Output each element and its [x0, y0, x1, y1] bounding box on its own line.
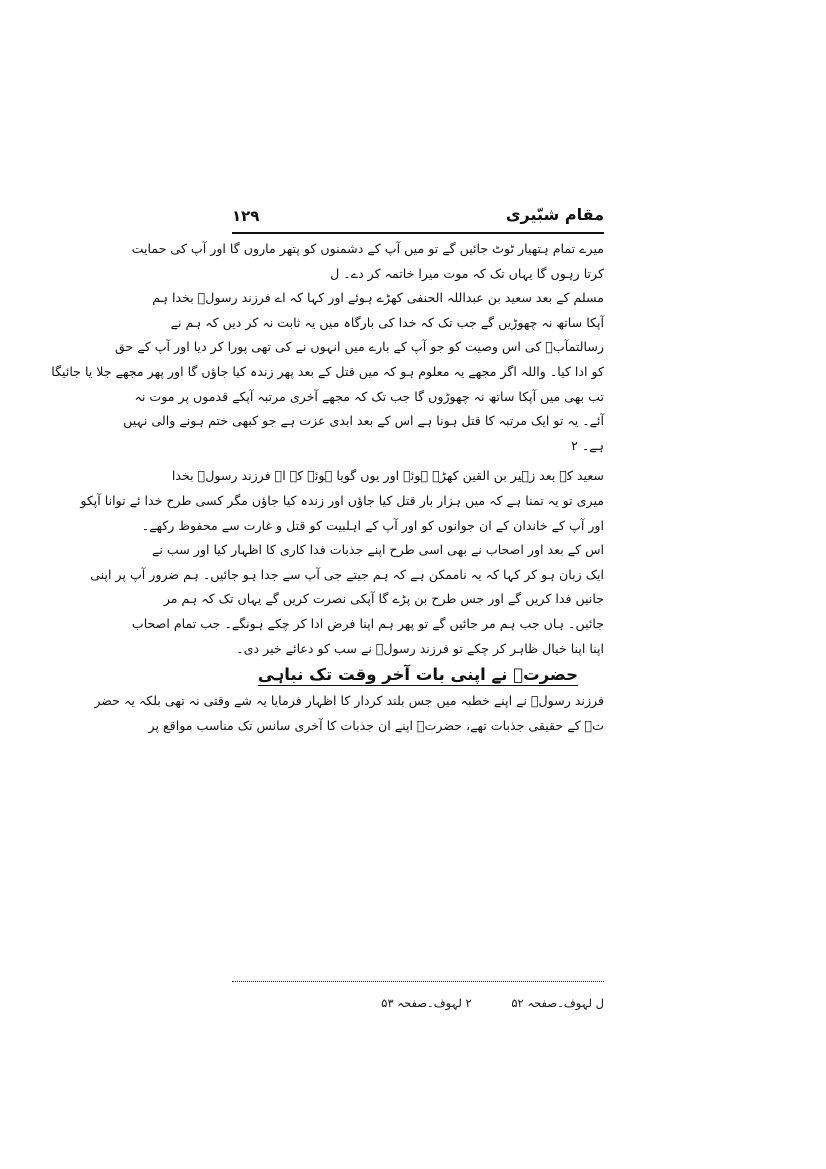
text-line: میرے تمام ہتھیار ٹوٹ جائیں گے تو میں آپ کے دشمنوں کو پتھر ماروں گا اور آپ کی حمایت	[131, 241, 604, 256]
text-line: آئے۔ یہ تو ایک مرتبہ کا قتل ہونا ہے اس کے بعد ابدی عزت ہے جو کبھی ختم ہونے والی نہیں	[123, 413, 604, 429]
text-line: سعید کے بعد زہیر بن القین کھڑے ہوئے اور یوں گویا ہوئے کہ اے فرزند رسولؐ بخدا	[171, 468, 604, 484]
text-line: اپنا اپنا خیال ظاہر کر چکے تو فرزند رسولؐ نے سب کو دعائے خیر دی۔	[236, 640, 604, 656]
section-heading-text: حضرتؑ نے اپنی بات آخر وقت تک نباہی	[257, 665, 579, 685]
text-line: کرتا رہوں گا یہاں تک کہ موت میرا خاتمہ کر دے۔ ل	[330, 265, 604, 281]
text-line: تؑ کے حقیقی جذبات تھے، حضرتؑ اپنے ان جذبات کا آخری سانس تک مناسب مواقع پر	[148, 717, 604, 733]
footnotes	[232, 996, 604, 1010]
page-body	[51, 237, 604, 738]
text-line: آپکا ساتھ نہ چھوڑیں گے جب تک کہ خدا کی بارگاہ میں یہ ثابت نہ کر دیں کہ ہم نے	[170, 314, 604, 330]
text-line: اس کے بعد اور اصحاب نے بھی اسی طرح اپنے جذبات فدا کاری کا اظہار کیا اور سب نے	[152, 542, 604, 558]
footnote: ل لہوف۔صفحہ ۵۲	[511, 996, 604, 1010]
text-line: تب بھی میں آپکا ساتھ نہ چھوڑوں گا جب تک کہ مجھے آخری مرتبہ آپکے قدموں پر موت نہ	[134, 388, 604, 404]
text-line: جانیں فدا کریں گے اور جس طرح بن پڑے گا آپکی نصرت کریں گے یہاں تک کہ ہم مر	[163, 591, 604, 607]
header-rule	[232, 232, 604, 234]
section-heading	[232, 661, 604, 689]
book-title: مقام شبّیری	[505, 205, 604, 224]
text-line: جائیں۔ ہاں جب ہم مر جائیں گے تو پھر ہم اپنا فرض ادا کر چکے ہونگے۔ جب تمام اصحاب	[131, 615, 604, 631]
text-line: ہے۔ ۲	[571, 437, 604, 453]
text-line: ایک زبان ہو کر کہا کہ یہ ناممکن ہے کہ ہم جیتے جی آپ سے جدا ہو جائیں۔ ہم ضرور آپ پر اپنی	[90, 566, 604, 582]
page-number: ۱۲۹	[232, 207, 260, 225]
text-line: رسالتمآبؐ کی اس وصیت کو جو آپ کے بارے میں انہوں نے کی تھی پورا کر دیا اور آپ کے حق	[115, 339, 604, 355]
page-header	[232, 205, 604, 231]
footnote-separator	[232, 981, 604, 982]
footnote: ۲ لہوف۔صفحہ ۵۳	[381, 996, 472, 1010]
text-line: مسلم کے بعد سعید بن عبداللہ الحنفی کھڑے ہوئے اور کہا کہ اے فرزند رسولؐ بخدا ہم	[152, 290, 604, 306]
text-line: اور آپ کے خاندان کے ان جوانوں کو اور آپ کے اہلبیت کو قتل و غارت سے محفوظ رکھے۔	[141, 517, 604, 533]
text-line: کو ادا کیا۔ واللہ اگر مجھے یہ معلوم ہو کہ میں قتل کے بعد پھر زندہ کیا جاؤں گا اور پھر مجھے جلا یا جائیگا	[51, 363, 604, 379]
text-line: فرزند رسولؐ نے اپنے خطبہ میں جس بلند کردار کا اظہار فرمایا یہ شے وقتی نہ تھی بلکہ یہ حضر	[94, 693, 604, 709]
text-line: میری تو یہ تمنا ہے کہ میں ہزار بار قتل کیا جاؤں اور زندہ کیا جاؤں مگر کسی طرح خدا ئے توانا آپکو	[80, 492, 604, 508]
